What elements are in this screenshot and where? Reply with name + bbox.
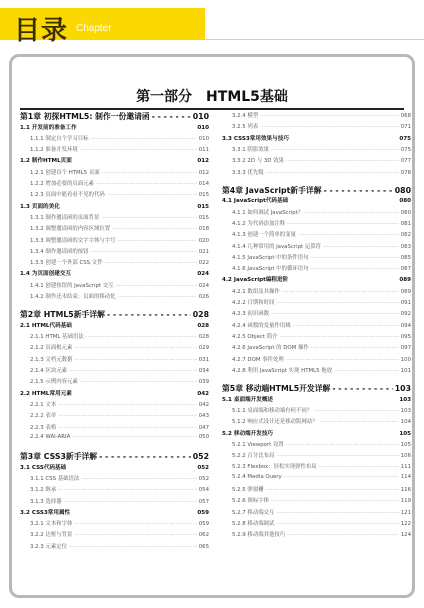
- toc-leader-dots: [86, 334, 197, 340]
- toc-leader-dots: [276, 453, 398, 459]
- toc-page-number: 122: [400, 520, 411, 527]
- toc-leader-dots: [334, 368, 399, 374]
- toc-page-number: 103: [400, 407, 411, 414]
- toc-leader-dots: [260, 124, 398, 130]
- toc-subsection: [20, 474, 209, 482]
- toc-entry-label: 5.2.7 移动端交互: [232, 509, 275, 516]
- toc-page-number: 077: [400, 158, 411, 165]
- toc-subsection: [222, 343, 411, 351]
- toc-entry-label: 5.2.9 移动端其他技巧: [232, 532, 286, 539]
- toc-page-number: 097: [400, 345, 411, 352]
- toc-leader-dots: [287, 532, 399, 538]
- toc-section: [222, 429, 411, 437]
- toc-entry-label: 4.2.2 日期和时间: [232, 300, 275, 306]
- toc-subsection: [222, 440, 411, 448]
- toc-entry-label: 4.1 JavaScript代码基础: [222, 198, 289, 205]
- toc-page-number: 071: [400, 124, 411, 131]
- toc-page-number: 081: [400, 220, 411, 227]
- toc-page-number: 089: [400, 288, 411, 295]
- toc-page-number: 116: [400, 487, 411, 493]
- toc-leader-dots: [152, 112, 191, 121]
- toc-entry-label: 3.3.3 优先级: [232, 169, 264, 176]
- toc-subsection: [222, 332, 411, 340]
- toc-subsection: [20, 332, 209, 340]
- toc-subsection: [20, 190, 209, 198]
- toc-leader-dots: [99, 452, 191, 461]
- toc-subsection: [20, 247, 209, 255]
- toc-page-number: 101: [400, 367, 411, 374]
- toc-page-number: 124: [400, 532, 411, 539]
- toc-chapter: [20, 451, 209, 462]
- contents-title: 目录: [14, 16, 69, 46]
- toc-page-number: 075: [399, 135, 411, 142]
- toc-entry-label: 1.3 页面的美化: [20, 203, 60, 210]
- toc-entry-label: 3.3 CSS3常用效果与技巧: [222, 135, 289, 142]
- toc-page-number: 075: [400, 146, 411, 153]
- toc-leader-dots: [80, 379, 197, 385]
- toc-entry-label: 2.1.5 示例内容元素: [30, 379, 78, 386]
- toc-subsection: [20, 134, 209, 142]
- toc-entry-label: 2.2.3 表格: [30, 424, 57, 431]
- toc-page-number: 024: [198, 282, 209, 289]
- toc-entry-label: 5.2.5 弹窗栅: [232, 487, 264, 493]
- toc-subsection: [20, 224, 209, 232]
- toc-page-number: 047: [198, 424, 209, 431]
- toc-leader-dots: [69, 368, 197, 374]
- toc-entry-label: 4.2.3 初识函数: [232, 311, 269, 318]
- toc-leader-dots: [105, 260, 197, 266]
- toc-leader-dots: [286, 158, 399, 164]
- toc-entry-label: 第3章 CSS3新手详解: [20, 452, 98, 462]
- toc-page-number: 012: [198, 169, 209, 176]
- toc-page-number: 114: [400, 473, 411, 480]
- toc-entry-label: 2.1.3 文档元数据: [30, 356, 73, 363]
- toc-chapter: [20, 309, 209, 320]
- toc-subsection: [20, 530, 209, 538]
- toc-section: [222, 395, 411, 403]
- toc-leader-dots: [107, 192, 197, 198]
- toc-page-number: 026: [198, 294, 209, 300]
- toc-page-number: 043: [198, 413, 209, 420]
- toc-leader-dots: [271, 311, 399, 317]
- toc-page-number: 104: [400, 419, 411, 426]
- toc-subsection: [222, 298, 411, 306]
- toc-page-number: 062: [198, 532, 209, 539]
- toc-leader-dots: [284, 474, 399, 480]
- toc-leader-dots: [58, 413, 196, 419]
- toc-subsection: [222, 321, 411, 329]
- toc-entry-label: 2.1.4 区块元素: [30, 368, 67, 374]
- toc-section: [20, 389, 209, 397]
- toc-entry-label: 3.1 CSS代码基础: [20, 464, 67, 471]
- toc-subsection: [222, 451, 411, 459]
- toc-entry-label: 1.2 制作HTML页面: [20, 158, 72, 165]
- toc-subsection: [20, 281, 209, 289]
- toc-page-number: 042: [197, 390, 209, 397]
- toc-subsection: [20, 519, 209, 527]
- toc-leader-dots: [279, 334, 398, 340]
- toc-subsection: [222, 417, 411, 425]
- toc-page-number: 092: [400, 311, 411, 318]
- toc-subsection: [222, 508, 411, 516]
- toc-entry-label: 1.3.2 调整邀请函的内容区域位置: [30, 226, 111, 233]
- toc-page-number: 028: [192, 310, 209, 320]
- toc-entry-label: 1.2.3 页面中能看看不见的代码: [30, 192, 105, 199]
- toc-subsection: [222, 309, 411, 317]
- toc-leader-dots: [91, 136, 197, 142]
- toc-leader-dots: [324, 186, 393, 195]
- chapter-subtitle: Chapter: [76, 23, 112, 34]
- toc-page-number: 022: [198, 260, 209, 267]
- toc-page-number: 010: [197, 124, 209, 131]
- toc-leader-dots: [271, 498, 399, 504]
- toc-entry-label: 4.1.6 JavaScript 中的循环语句: [232, 266, 309, 273]
- toc-page-number: 012: [197, 158, 209, 165]
- toc-subsection: [222, 230, 411, 238]
- toc-page-number: 080: [394, 185, 411, 195]
- toc-entry-label: 1.1.2 准备开发环境: [30, 147, 78, 154]
- toc-leader-dots: [69, 544, 197, 550]
- toc-page-number: 050: [198, 433, 209, 440]
- toc-page-number: 080: [399, 198, 411, 205]
- toc-subsection: [222, 111, 411, 119]
- toc-subsection: [20, 236, 209, 244]
- toc-page-number: 011: [198, 147, 209, 154]
- part-title-rule: [20, 108, 404, 110]
- toc-page-number: 121: [400, 509, 411, 516]
- toc-subsection: [20, 411, 209, 419]
- toc-leader-dots: [118, 294, 197, 300]
- toc-entry-label: 5.2.4 Media Query: [232, 473, 282, 480]
- toc-leader-dots: [276, 510, 398, 516]
- toc-leader-dots: [332, 384, 392, 393]
- toc-leader-dots: [107, 310, 191, 319]
- toc-subsection: [20, 145, 209, 153]
- toc-leader-dots: [276, 521, 398, 527]
- toc-leader-dots: [305, 210, 399, 216]
- toc-entry-label: 3.2.2 边框与背景: [30, 532, 73, 539]
- toc-page-number: 028: [197, 322, 209, 329]
- toc-leader-dots: [266, 487, 399, 493]
- toc-subsection: [222, 242, 411, 250]
- toc-section: [20, 123, 209, 131]
- toc-entry-label: 4.2.6 JavaScript 的 DOM 操作: [232, 345, 309, 352]
- toc-page-number: 085: [400, 254, 411, 261]
- toc-leader-dots: [276, 300, 398, 306]
- toc-subsection: [222, 366, 411, 374]
- toc-entry-label: 4.2.4 函数的变量作用域: [232, 322, 291, 329]
- toc-subsection: [20, 258, 209, 266]
- toc-leader-dots: [96, 181, 197, 187]
- toc-subsection: [222, 145, 411, 153]
- toc-leader-dots: [319, 464, 399, 470]
- toc-subsection: [222, 287, 411, 295]
- toc-entry-label: 2.1.2 页面根元素: [30, 345, 73, 352]
- toc-entry-label: 1.4 为页面创建交互: [20, 271, 72, 278]
- toc-subsection: [20, 377, 209, 385]
- toc-subsection: [20, 168, 209, 176]
- toc-section: [20, 269, 209, 277]
- toc-section: [20, 156, 209, 164]
- toc-entry-label: 1.1.1 制定自个学习目标: [30, 135, 89, 142]
- toc-subsection: [222, 474, 411, 480]
- toc-entry-label: 2.1.1 HTML 基础语法: [30, 334, 84, 341]
- toc-entry-label: 5.1.2 响应式设计还是移动版网站？: [232, 419, 318, 426]
- toc-page-number: 083: [400, 243, 411, 250]
- toc-entry-label: 5.2.3 Flexbox：轻松实现弹性布局: [232, 464, 317, 471]
- toc-leader-dots: [64, 499, 197, 505]
- toc-entry-label: 1.2.1 创建首个 HTML5 页面: [30, 169, 100, 176]
- toc-page-number: 059: [197, 509, 209, 516]
- toc-page-number: 068: [400, 113, 411, 119]
- toc-subsection: [20, 434, 209, 440]
- toc-entry-label: 1.1 开发前的准备工作: [20, 124, 77, 131]
- toc-entry-label: 1.3.4 制作邀请函的按钮: [30, 248, 89, 255]
- toc-page-number: 020: [198, 237, 209, 244]
- toc-page-number: 014: [198, 181, 209, 187]
- toc-subsection: [20, 292, 209, 300]
- toc-entry-label: 4.2 JavaScript编程进阶: [222, 277, 289, 284]
- toc-entry-label: 3.2.5 列表: [232, 124, 259, 131]
- toc-subsection: [222, 530, 411, 538]
- toc-leader-dots: [286, 442, 399, 448]
- toc-leader-dots: [293, 323, 399, 329]
- toc-subsection: [20, 423, 209, 431]
- toc-subsection: [20, 213, 209, 221]
- toc-subsection: [222, 156, 411, 164]
- toc-entry-label: 5.2.2 百分比布局: [232, 453, 275, 460]
- toc-subsection: [20, 355, 209, 363]
- toc-page-number: 031: [198, 356, 209, 363]
- toc-entry-label: 3.3.1 阴影效果: [232, 146, 269, 153]
- toc-page-number: 015: [198, 214, 209, 221]
- toc-section: [222, 275, 411, 283]
- toc-entry-label: 3.1.1 CSS 基础语法: [30, 475, 80, 482]
- toc-page-number: 052: [192, 452, 209, 462]
- toc-entry-label: 4.1.5 JavaScript 中的条件语句: [232, 254, 309, 261]
- toc-leader-dots: [101, 215, 196, 221]
- toc-entry-label: 3.2.3 元素定位: [30, 543, 67, 550]
- toc-leader-dots: [311, 255, 399, 261]
- toc-leader-dots: [116, 283, 197, 289]
- toc-page-number: 105: [399, 430, 411, 437]
- toc-page-number: 087: [400, 266, 411, 273]
- toc-subsection: [222, 462, 411, 470]
- toc-chapter: [222, 383, 411, 394]
- toc-page-number: 082: [400, 232, 411, 239]
- toc-entry-label: 1.3.5 创建一个外部 CSS 文件: [30, 260, 103, 267]
- toc-entry-label: 2.2.1 文本: [30, 401, 57, 408]
- toc-leader-dots: [58, 402, 196, 408]
- toc-leader-dots: [74, 532, 196, 538]
- toc-subsection: [222, 208, 411, 216]
- toc-subsection: [20, 400, 209, 408]
- toc-entry-label: 5.2.8 移动端调试: [232, 520, 275, 527]
- toc-section: [20, 202, 209, 210]
- toc-entry-label: 3.2.1 文本和字体: [30, 521, 73, 528]
- toc-chapter: [222, 185, 411, 196]
- toc-leader-dots: [80, 147, 197, 153]
- toc-subsection: [20, 343, 209, 351]
- toc-entry-label: 3.1.3 选择器: [30, 498, 62, 505]
- toc-page-number: 021: [198, 248, 209, 255]
- toc-page-number: 015: [197, 203, 209, 210]
- toc-page-number: 065: [198, 543, 209, 550]
- toc-entry-label: 4.2.5 Object 简介: [232, 333, 278, 340]
- toc-leader-dots: [74, 345, 196, 351]
- toc-page-number: 029: [198, 345, 209, 352]
- toc-page-number: 119: [400, 498, 411, 505]
- toc-subsection: [222, 485, 411, 493]
- toc-entry-label: 2.2.4 WAI-ARIA: [30, 433, 71, 440]
- toc-page-number: 106: [400, 453, 411, 460]
- toc-entry-label: 1.4.2 制作还未结束：页面的移动化: [30, 294, 116, 300]
- toc-section: [20, 463, 209, 471]
- toc-page-number: 100: [400, 356, 411, 363]
- toc-subsection: [222, 406, 411, 414]
- toc-page-number: 105: [400, 441, 411, 448]
- toc-entry-label: 3.3.2 2D 与 3D 效果: [232, 158, 284, 165]
- toc-page-number: 091: [400, 300, 411, 306]
- toc-page-number: 103: [399, 396, 411, 403]
- header-divider: [205, 39, 424, 40]
- toc-entry-label: 4.1.1 如何调试 JavaScript？: [232, 209, 304, 216]
- toc-page-number: 039: [198, 379, 209, 386]
- toc-page-number: 057: [198, 498, 209, 505]
- toc-page-number: 028: [198, 334, 209, 341]
- toc-subsection: [20, 497, 209, 505]
- toc-subsection: [222, 264, 411, 272]
- toc-leader-dots: [102, 170, 197, 176]
- toc-subsection: [222, 168, 411, 176]
- toc-subsection: [20, 542, 209, 550]
- toc-chapter: [20, 111, 209, 122]
- toc-entry-label: 4.1.2 为代码添加注释: [232, 220, 286, 227]
- toc-leader-dots: [314, 408, 399, 414]
- toc-entry-label: 3.1.2 继承: [30, 487, 57, 494]
- toc-entry-label: 4.2.8 利用 JavaScript 实现 HTML5 拖放: [232, 367, 333, 374]
- toc-entry-label: 3.2 CSS3常用属性: [20, 509, 71, 516]
- toc-subsection: [222, 355, 411, 363]
- toc-entry-label: 3.2.4 模型: [232, 113, 259, 119]
- toc-entry-label: 1.3.3 调整邀请函的文字字体与字号: [30, 237, 116, 244]
- toc-entry-label: 第5章 移动端HTML5开发详解: [222, 384, 331, 394]
- toc-entry-label: 第4章 JavaScript新手详解: [222, 185, 322, 195]
- toc-page-number: 015: [198, 192, 209, 199]
- toc-entry-label: 4.1.3 创建一个简单的变量: [232, 232, 296, 239]
- toc-leader-dots: [74, 521, 196, 527]
- toc-page-number: 054: [198, 487, 209, 494]
- toc-entry-label: 第1章 初探HTML5: 制作一份邀请函: [20, 112, 150, 121]
- toc-leader-dots: [320, 419, 399, 425]
- toc-subsection: [222, 519, 411, 527]
- toc-entry-label: 5.2.6 图标字体: [232, 498, 269, 505]
- toc-page-number: 034: [198, 368, 209, 374]
- toc-leader-dots: [112, 226, 197, 232]
- toc-subsection: [222, 253, 411, 261]
- toc-entry-label: 2.1 HTML代码基础: [20, 322, 72, 329]
- toc-entry-label: 5.2 移动端开发技巧: [222, 430, 274, 437]
- toc-page-number: 089: [399, 277, 411, 284]
- toc-section: [20, 321, 209, 329]
- toc-page-number: 111: [400, 464, 411, 471]
- toc-leader-dots: [287, 221, 399, 227]
- toc-subsection: [222, 496, 411, 504]
- toc-section: [20, 508, 209, 516]
- toc-page-number: 103: [394, 384, 411, 394]
- toc-page-number: 052: [198, 475, 209, 482]
- toc-leader-dots: [311, 266, 399, 272]
- toc-entry-label: 5.1 桌面端开发概述: [222, 396, 274, 403]
- toc-entry-label: 4.2.7 DOM 事件处理: [232, 356, 284, 363]
- toc-page-number: 042: [198, 401, 209, 408]
- toc-entry-label: 第2章 HTML5新手详解: [20, 310, 105, 320]
- toc-leader-dots: [58, 487, 196, 493]
- toc-leader-dots: [323, 244, 399, 250]
- toc-leader-dots: [91, 249, 197, 255]
- toc-entry-label: 1.2.2 增加必要的页面元素: [30, 181, 94, 187]
- toc-leader-dots: [282, 289, 399, 295]
- toc-leader-dots: [58, 425, 196, 431]
- toc-subsection: [222, 219, 411, 227]
- toc-entry-label: 4.2.1 数组及其操作: [232, 288, 280, 295]
- toc-page-number: 010: [192, 112, 209, 121]
- toc-entry-label: 2.2 HTML常用元素: [20, 390, 72, 397]
- toc-leader-dots: [74, 357, 196, 363]
- toc-page-number: 052: [197, 464, 209, 471]
- toc-entry-label: 4.1.4 几种常用的 JavaScript 运算符: [232, 243, 322, 250]
- toc-entry-label: 5.1.1 桌面端和移动端有何不同？: [232, 407, 313, 414]
- part-title: 第一部分 HTML5基础: [136, 89, 288, 105]
- toc-page-number: 018: [198, 226, 209, 233]
- toc-subsection: [222, 122, 411, 130]
- toc-page-number: 059: [198, 521, 209, 528]
- toc-leader-dots: [72, 434, 196, 440]
- toc-page-number: 080: [400, 209, 411, 216]
- toc-entry-label: 1.4.1 创建按钮的 JavaScript 交互: [30, 282, 114, 289]
- toc-subsection: [20, 485, 209, 493]
- toc-leader-dots: [81, 476, 196, 482]
- toc-page-number: 095: [400, 333, 411, 340]
- toc-subsection: [20, 366, 209, 374]
- toc-leader-dots: [260, 113, 398, 119]
- toc-section: [222, 134, 411, 142]
- toc-entry-label: 5.2.1 Viewport 设置: [232, 441, 284, 448]
- toc-entry-label: 1.3.1 制作邀请函的页面背景: [30, 214, 100, 221]
- toc-section: [222, 196, 411, 204]
- toc-leader-dots: [286, 357, 399, 363]
- toc-page-number: 024: [197, 271, 209, 278]
- toc-leader-dots: [298, 232, 399, 238]
- toc-page-number: 094: [400, 322, 411, 329]
- toc-page-number: 010: [198, 135, 209, 142]
- toc-leader-dots: [311, 345, 399, 351]
- toc-leader-dots: [266, 170, 399, 176]
- toc-entry-label: 2.2.2 表单: [30, 413, 57, 420]
- toc-subsection: [20, 179, 209, 187]
- toc-leader-dots: [271, 147, 399, 153]
- toc-leader-dots: [118, 238, 197, 244]
- toc-page-number: 078: [400, 169, 411, 176]
